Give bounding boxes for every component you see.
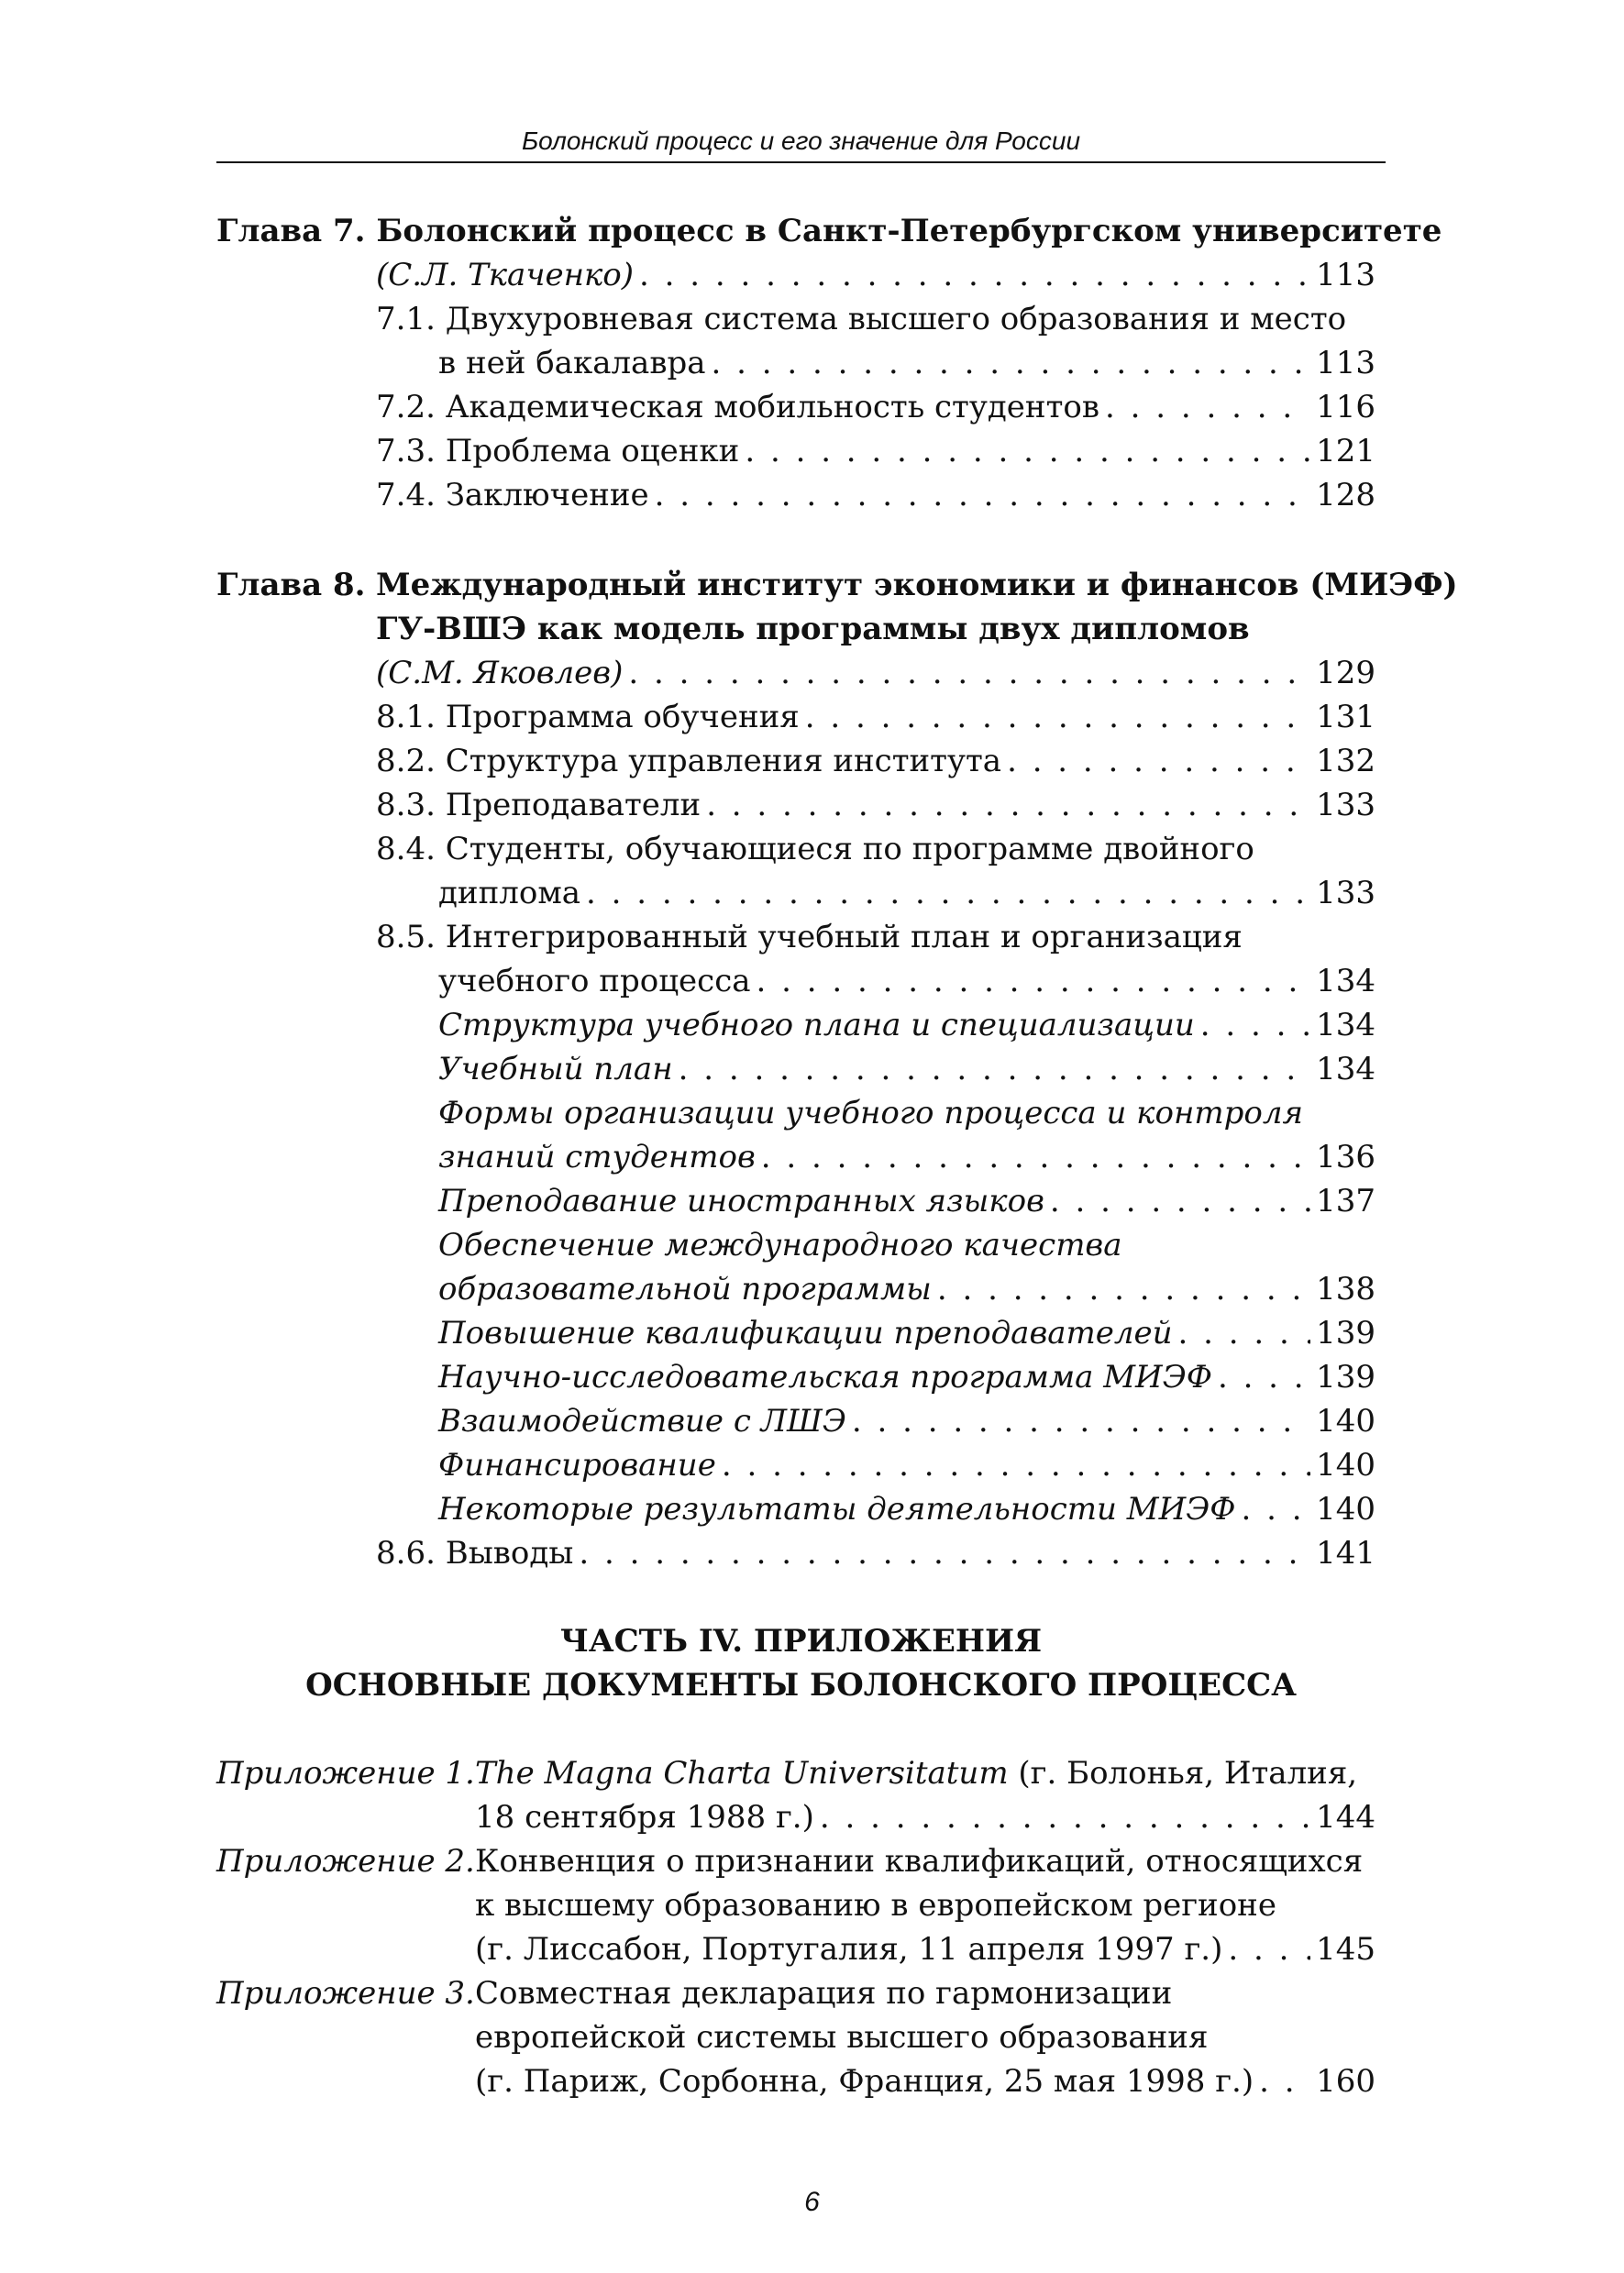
page-ref: 132 [1316, 743, 1375, 779]
toc-entry [376, 785, 1375, 825]
appendix-2-title-line2: к высшему образованию в европейском регионе [475, 1887, 1276, 1924]
section-number: 8.4. [376, 831, 436, 867]
toc-subentry [438, 1137, 1375, 1177]
section-title: Двухуровневая система высшего образования и место [445, 301, 1347, 337]
page-ref: 134 [1316, 1007, 1375, 1043]
chapter-8-title-line1: Международный институт экономики и финансов (МИЭФ) [376, 567, 1458, 603]
toc-entry [376, 475, 1375, 515]
leader-dots [1007, 741, 1310, 781]
toc-subentry [438, 1181, 1375, 1221]
subsection-title-cont: знаний студентов [438, 1139, 756, 1175]
leader-dots [1050, 1181, 1310, 1221]
page-ref: 133 [1316, 875, 1375, 911]
chapter-8-author: (С.М. Яковлев) [376, 655, 624, 691]
page-ref: 128 [1316, 477, 1375, 513]
toc-subentry [438, 1313, 1375, 1353]
leader-dots [639, 255, 1310, 295]
toc-entry [376, 653, 1375, 693]
section-title-cont: в ней бакалавра [438, 345, 706, 381]
page-ref: 134 [1316, 963, 1375, 999]
toc-subentry [438, 1357, 1375, 1397]
page-ref: 113 [1316, 345, 1375, 381]
appendix-3-title-line2: европейской системы высшего образования [475, 2019, 1209, 2056]
subsection-title: Учебный план [438, 1051, 673, 1087]
toc-subentry [438, 1489, 1375, 1529]
subsection-title: Повышение квалификации преподавателей [438, 1315, 1173, 1352]
page-ref: 140 [1316, 1403, 1375, 1440]
leader-dots [1178, 1313, 1311, 1353]
subsection-title: Преподавание иностранных языков [438, 1183, 1044, 1219]
appendix-3-title-line3: (г. Париж, Сорбонна, Франция, 25 мая 1998 г.) [475, 2063, 1254, 2100]
page-ref: 160 [1316, 2063, 1375, 2100]
leader-dots [937, 1269, 1310, 1309]
leader-dots [1228, 1929, 1310, 1970]
chapter-7-author: (С.Л. Ткаченко) [376, 257, 635, 293]
subsection-title: Некоторые результаты деятельности МИЭФ [438, 1491, 1236, 1528]
subsection-title-line1: Обеспечение международного качества [438, 1227, 1122, 1263]
page-ref: 121 [1316, 433, 1375, 469]
appendix-1-title-rest: (г. Болонья, Италия, [1008, 1755, 1358, 1792]
appendix-1-title-line2: 18 сентября 1988 г.) [475, 1799, 814, 1836]
leader-dots [628, 653, 1310, 693]
section-title: 7.2. Академическая мобильность студентов [376, 389, 1100, 425]
page-ref: 134 [1316, 1051, 1375, 1087]
part-4-subtitle: ОСНОВНЫЕ ДОКУМЕНТЫ БОЛОНСКОГО ПРОЦЕССА [305, 1667, 1297, 1704]
appendix-2-label: Приложение 2. [216, 1843, 475, 1880]
appendix-1-title-italic: The Magna Charta Universitatum [475, 1755, 1009, 1792]
appendix-2-title-line3: (г. Лиссабон, Португалия, 11 апреля 1997 г.) [475, 1931, 1223, 1968]
page-ref: 140 [1316, 1491, 1375, 1528]
subsection-title: Финансирование [438, 1447, 716, 1484]
section-title-cont: диплома [438, 875, 581, 911]
toc-entry [475, 1929, 1375, 1970]
page-ref: 133 [1316, 787, 1375, 823]
subsection-title-cont: образовательной программы [438, 1271, 932, 1308]
appendix-1-label: Приложение 1. [216, 1755, 475, 1792]
leader-dots [706, 785, 1310, 825]
leader-dots [679, 1049, 1310, 1089]
leader-dots [757, 961, 1311, 1001]
section-title: Интегрированный учебный план и организация [445, 919, 1243, 955]
running-header: Болонский процесс и его значение для России [521, 127, 1081, 155]
chapter-7-title: Болонский процесс в Санкт-Петербургском университете [376, 213, 1442, 249]
toc-entry [376, 741, 1375, 781]
page-ref: 141 [1316, 1535, 1375, 1572]
section-title: 7.3. Проблема оценки [376, 433, 740, 469]
toc-entry [376, 697, 1375, 737]
chapter-7-heading [216, 211, 1442, 251]
subsection-title: Научно-исследовательская программа МИЭФ [438, 1359, 1212, 1396]
appendix-1-title-line1 [475, 1753, 1357, 1793]
toc-entry [438, 961, 1375, 1001]
section-title: 8.6. Выводы [376, 1535, 574, 1572]
page-ref: 144 [1316, 1799, 1375, 1836]
toc-entry-8-4-line1 [376, 829, 1254, 869]
page-ref: 138 [1316, 1271, 1375, 1308]
toc-entry-7-1-line1 [376, 299, 1346, 339]
appendix-3-title-line1: Совместная декларация по гармонизации [475, 1975, 1173, 2012]
toc-subentry [438, 1005, 1375, 1045]
section-number: 8.5. [376, 919, 436, 955]
toc-entry-8-5-line1 [376, 917, 1243, 957]
part-4-title: ЧАСТЬ IV. ПРИЛОЖЕНИЯ [559, 1623, 1043, 1660]
toc-subentry [438, 1269, 1375, 1309]
page-number: 6 [804, 2187, 820, 2217]
leader-dots [712, 343, 1311, 383]
toc-subentry [438, 1401, 1375, 1441]
section-title: Студенты, обучающиеся по программе двойного [445, 831, 1254, 867]
chapter-8-label: Глава 8. [216, 567, 366, 603]
toc-entry [475, 1797, 1375, 1837]
section-number: 7.1. [376, 301, 436, 337]
toc-entry [438, 873, 1375, 913]
section-title: 7.4. Заключение [376, 477, 649, 513]
leader-dots [1259, 2061, 1310, 2102]
toc-entry [376, 387, 1375, 427]
page-ref: 139 [1316, 1359, 1375, 1396]
section-title: 8.3. Преподаватели [376, 787, 702, 823]
leader-dots [655, 475, 1310, 515]
section-title-cont: учебного процесса [438, 963, 751, 999]
section-title: 8.1. Программа обучения [376, 699, 800, 735]
page-ref: 136 [1316, 1139, 1375, 1175]
toc-entry [475, 2061, 1375, 2102]
toc-entry [438, 343, 1375, 383]
page-ref: 139 [1316, 1315, 1375, 1352]
leader-dots [1218, 1357, 1310, 1397]
page-ref: 131 [1316, 699, 1375, 735]
toc-entry [376, 255, 1375, 295]
toc-entry [376, 431, 1375, 471]
leader-dots [805, 697, 1310, 737]
leader-dots [1200, 1005, 1310, 1045]
page-ref: 113 [1316, 257, 1375, 293]
leader-dots [586, 873, 1310, 913]
page-ref: 137 [1316, 1183, 1375, 1219]
leader-dots [820, 1797, 1310, 1837]
toc-subentry [438, 1049, 1375, 1089]
header-rule [216, 161, 1386, 163]
subsection-title: Взаимодействие с ЛШЭ [438, 1403, 846, 1440]
leader-dots [745, 431, 1310, 471]
chapter-8-title-line2: ГУ-ВШЭ как модель программы двух дипломов [376, 611, 1250, 647]
appendix-2-title-line1: Конвенция о признании квалификаций, относящихся [475, 1843, 1364, 1880]
page-ref: 129 [1316, 655, 1375, 691]
leader-dots [579, 1533, 1310, 1573]
subsection-title-line1: Формы организации учебного процесса и контроля [438, 1095, 1303, 1131]
page-ref: 145 [1316, 1931, 1375, 1968]
page-ref: 116 [1316, 389, 1375, 425]
chapter-7-label: Глава 7. [216, 213, 366, 249]
page-ref: 140 [1316, 1447, 1375, 1484]
toc-subentry [438, 1445, 1375, 1485]
leader-dots [722, 1445, 1310, 1485]
leader-dots [852, 1401, 1310, 1441]
subsection-title: Структура учебного плана и специализации [438, 1007, 1195, 1043]
section-title: 8.2. Структура управления института [376, 743, 1002, 779]
leader-dots [761, 1137, 1310, 1177]
leader-dots [1241, 1489, 1310, 1529]
leader-dots [1105, 387, 1310, 427]
appendix-3-label: Приложение 3. [216, 1975, 475, 2012]
toc-entry [376, 1533, 1375, 1573]
